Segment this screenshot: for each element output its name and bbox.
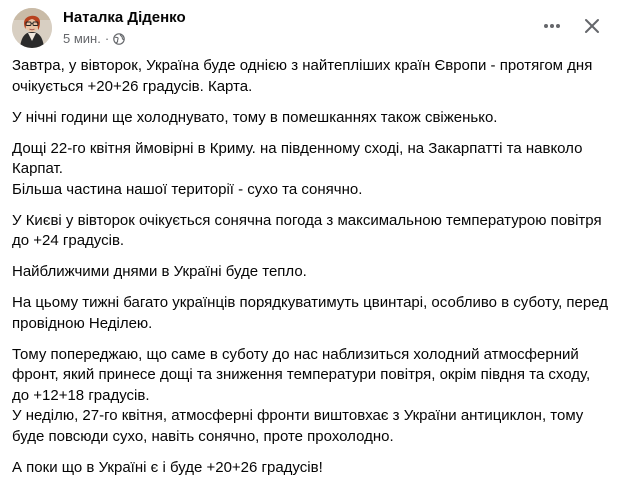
avatar-image [12,8,52,48]
post-paragraph: У неділю, 27-го квітня, атмосферні фронти виштовхає з України антициклон, тому буде повсюди сухо, навіть сонячно, проте прохолодно. [12,407,584,445]
post-paragraph: А поки що в Україні є і буде +20+26 градусів! [12,458,323,476]
more-horizontal-icon [542,16,562,36]
post-paragraph: Більша частина нашої території - сухо та сонячно. [12,180,363,198]
post-paragraph: Дощі 22-го квітня ймовірні в Криму. на південному сході, на Закарпатті та навколо Карпат. [12,139,583,177]
globe-icon[interactable] [113,33,125,45]
post-body [12,56,610,489]
post-paragraph: Найближчими днями в Україні буде тепло. [12,263,307,280]
post-meta [63,31,125,46]
meta-separator: · [104,31,110,46]
post-header [12,8,608,48]
post-paragraph: У нічні години ще холоднувато, тому в помешканнях також свіженько. [12,108,498,126]
post-paragraph: Тому попереджаю, що саме в суботу до нас наблизиться холодний атмосферний фронт, який принесе дощі та зниження температури повітря, окрім півдня та сходу, до +12+18 градусів. [12,345,591,404]
more-options-button[interactable] [536,10,568,42]
close-icon [582,16,602,36]
post-author-name[interactable]: Наталка Діденко [63,9,186,26]
post-timestamp[interactable]: 5 мин. [63,31,101,46]
post-paragraph: Завтра, у вівторок, Україна буде однією з найтепліших країн Європи - протягом дня очікується +20+26 градусів. Карта. [12,57,593,95]
avatar[interactable] [12,8,52,48]
close-button[interactable] [576,10,608,42]
post-paragraph: На цьому тижні багато українців порядкуватимуть цвинтарі, особливо в суботу, перед провідною Неділею. [12,294,609,332]
post-paragraph: У Києві у вівторок очікується сонячна погода з максимальною температурою повітря до +24 градусів. [12,211,602,249]
